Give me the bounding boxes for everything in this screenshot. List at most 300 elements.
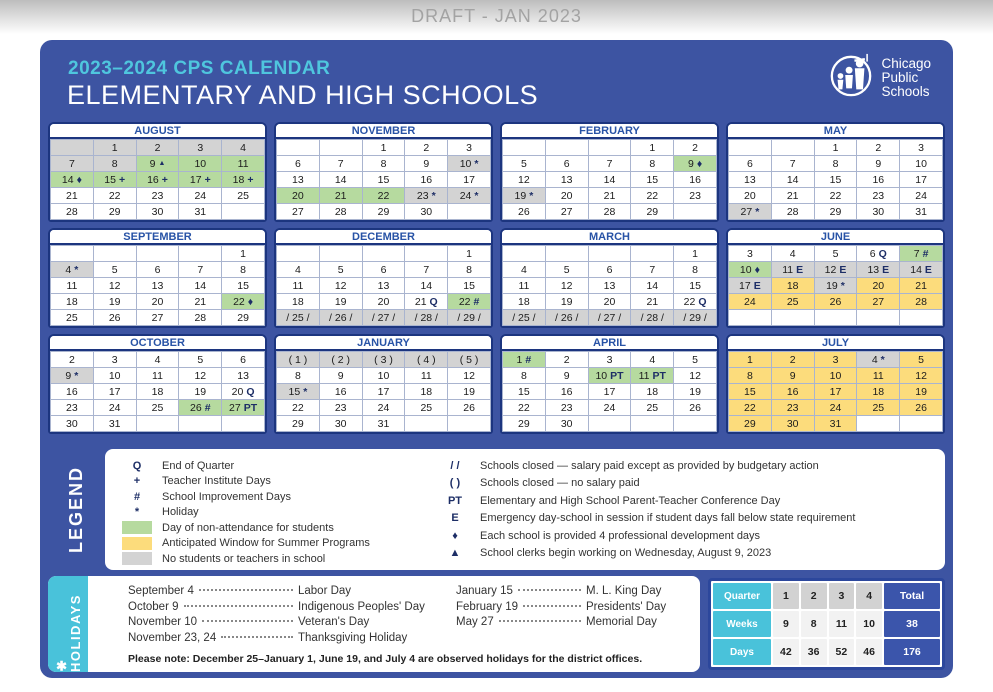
day-number: 14 — [786, 173, 799, 186]
day-cell — [857, 172, 900, 188]
day-cell — [771, 400, 814, 416]
day-number: 23 — [66, 401, 78, 414]
day-number: 10 — [829, 369, 842, 382]
week-row — [503, 246, 717, 262]
day-number: 29 — [744, 417, 756, 430]
week-row — [503, 172, 717, 188]
day-cell — [51, 310, 94, 326]
day-cell — [222, 310, 265, 326]
day-number: / 27 / — [597, 311, 622, 324]
day-cell — [51, 140, 94, 156]
day-cell — [448, 262, 491, 278]
day-symbol: Q — [878, 247, 887, 260]
day-cell — [179, 172, 222, 188]
week-row — [503, 352, 717, 368]
day-number: / 26 / — [555, 311, 579, 324]
week-row — [729, 352, 943, 368]
week-row — [729, 294, 943, 310]
day-symbol: ♦ — [247, 295, 254, 308]
quarter-header-cell: Quarter — [713, 583, 771, 609]
day-number: 22 — [646, 189, 659, 202]
day-number: 11 — [237, 157, 249, 170]
day-cell — [222, 416, 265, 432]
legend-text: Emergency day-school in session if student days fall below state requirement — [480, 512, 856, 525]
day-number: 28 — [334, 205, 347, 218]
day-cell — [93, 140, 136, 156]
day-cell — [222, 188, 265, 204]
day-number: 5 — [918, 353, 925, 366]
day-number: 8 — [520, 369, 527, 382]
day-number: 20 — [560, 189, 573, 202]
day-number: 5 — [197, 353, 204, 366]
day-number: 6 — [154, 263, 161, 276]
month-day-grid — [50, 245, 265, 326]
day-cell — [405, 400, 448, 416]
day-symbol: Q — [429, 295, 438, 308]
day-cell — [857, 368, 900, 384]
day-cell — [179, 352, 222, 368]
day-cell — [771, 310, 814, 326]
day-cell — [362, 400, 405, 416]
day-number: 8 — [466, 263, 473, 276]
day-cell — [179, 246, 222, 262]
holiday-name: Veteran's Day — [298, 616, 370, 628]
day-cell — [729, 310, 772, 326]
day-number: 23 — [689, 189, 701, 202]
day-cell — [277, 368, 320, 384]
day-cell — [857, 188, 900, 204]
day-number: 2 — [875, 141, 882, 154]
day-cell — [93, 246, 136, 262]
day-cell — [729, 278, 772, 294]
day-cell — [136, 416, 179, 432]
day-cell — [545, 246, 588, 262]
day-cell — [503, 368, 546, 384]
day-cell — [857, 204, 900, 220]
week-row — [51, 172, 265, 188]
day-number: 4 — [520, 263, 527, 276]
gray-swatch — [122, 552, 152, 565]
day-number: 3 — [197, 141, 204, 154]
week-row — [503, 204, 717, 220]
day-cell — [545, 416, 588, 432]
day-number: 7 — [337, 157, 344, 170]
day-number: 26 — [689, 401, 701, 414]
day-number: 12 — [824, 263, 837, 276]
day-number: 6 — [746, 157, 753, 170]
day-cell — [319, 294, 362, 310]
day-cell — [277, 140, 320, 156]
day-number: 22 — [744, 401, 756, 414]
quarter-value-cell: 46 — [856, 639, 882, 665]
day-number: 19 — [334, 295, 347, 308]
day-number: 18 — [66, 295, 78, 308]
day-number: 22 — [108, 189, 121, 202]
day-number: 30 — [151, 205, 164, 218]
quarter-value-cell: 36 — [801, 639, 827, 665]
day-number: 17 — [377, 385, 390, 398]
day-cell — [179, 368, 222, 384]
week-row — [277, 172, 491, 188]
week-row — [729, 188, 943, 204]
star-icon: ✱ — [53, 655, 68, 672]
day-cell — [631, 294, 674, 310]
holidays-note: Please note: December 25–January 1, June 19, and July 4 are observed holidays for the district offices. — [128, 653, 643, 665]
day-cell — [93, 368, 136, 384]
day-number: 21 — [915, 279, 927, 292]
day-number: 27 — [229, 401, 241, 414]
day-number: 8 — [294, 369, 301, 382]
day-cell — [729, 140, 772, 156]
day-cell — [179, 204, 222, 220]
day-cell — [405, 310, 448, 326]
month-march — [500, 228, 719, 328]
day-number: 17 — [108, 385, 121, 398]
day-cell — [319, 188, 362, 204]
day-cell — [222, 278, 265, 294]
day-symbol: ♦ — [76, 173, 82, 186]
day-symbol: * — [474, 157, 479, 170]
day-number: 22 — [233, 295, 245, 308]
day-cell — [362, 278, 405, 294]
day-number: 28 — [603, 205, 616, 218]
day-cell — [277, 310, 320, 326]
day-number: 16 — [147, 173, 159, 186]
legend-text: School clerks begin working on Wednesday, August 9, 2023 — [480, 547, 772, 560]
legend-item — [437, 476, 945, 492]
day-cell — [319, 204, 362, 220]
day-number: 17 — [463, 173, 475, 186]
day-number: 9 — [789, 369, 796, 382]
day-cell — [588, 294, 631, 310]
day-number: ( 4 ) — [416, 353, 436, 366]
day-cell — [545, 156, 588, 172]
legend-item — [437, 458, 945, 474]
week-row — [51, 246, 265, 262]
week-row — [729, 156, 943, 172]
day-number: 11 — [420, 369, 432, 382]
day-cell — [448, 352, 491, 368]
week-row — [277, 204, 491, 220]
day-number: / 28 / — [414, 311, 438, 324]
day-number: 20 — [872, 279, 885, 292]
day-number: 25 — [66, 311, 78, 324]
day-number: 26 — [915, 401, 927, 414]
day-number: 14 — [334, 173, 347, 186]
day-number: 28 — [786, 205, 799, 218]
week-row — [503, 400, 717, 416]
day-cell — [93, 204, 136, 220]
day-number: 19 — [108, 295, 121, 308]
day-cell — [51, 262, 94, 278]
day-cell — [405, 416, 448, 432]
day-symbol: # — [204, 401, 211, 414]
day-number: 24 — [194, 189, 207, 202]
day-symbol: + — [204, 173, 211, 186]
months-grid — [48, 122, 945, 434]
week-row — [51, 352, 265, 368]
legend-item — [119, 474, 437, 490]
legend-symbol: + — [133, 475, 141, 488]
day-cell — [222, 246, 265, 262]
day-cell — [900, 400, 943, 416]
day-cell — [277, 156, 320, 172]
holiday-date: October 9 — [128, 600, 179, 613]
day-number: 29 — [237, 311, 249, 324]
day-number: 24 — [377, 401, 390, 414]
day-cell — [362, 246, 405, 262]
day-number: 5 — [692, 353, 699, 366]
day-cell — [545, 278, 588, 294]
holiday-name: Presidents' Day — [586, 600, 667, 613]
day-cell — [900, 262, 943, 278]
quarter-value-cell: 52 — [829, 639, 855, 665]
day-number: 9 — [563, 369, 570, 382]
day-cell — [631, 188, 674, 204]
day-cell — [588, 246, 631, 262]
day-number: 30 — [420, 205, 433, 218]
day-number: 18 — [292, 295, 304, 308]
day-number: / 25 / — [286, 311, 310, 324]
day-cell — [503, 140, 546, 156]
holidays-title-text: HOLIDAYS — [68, 594, 83, 672]
day-number: 20 — [603, 295, 616, 308]
week-row — [51, 294, 265, 310]
day-number: 3 — [606, 353, 613, 366]
legend-text: No students or teachers in school — [162, 552, 326, 565]
day-number: 23 — [560, 401, 573, 414]
legend-item — [437, 493, 945, 509]
day-cell — [631, 416, 674, 432]
day-number: / 29 / — [457, 311, 481, 324]
day-cell — [729, 172, 772, 188]
legend-text: Teacher Institute Days — [162, 475, 271, 488]
week-row — [51, 278, 265, 294]
day-number: 8 — [111, 157, 118, 170]
quarter-total-cell: 38 — [884, 611, 940, 637]
day-cell — [319, 140, 362, 156]
day-symbol: * — [74, 263, 79, 276]
day-cell — [51, 188, 94, 204]
day-number: 6 — [294, 157, 301, 170]
calendar-subtitle: ELEMENTARY AND HIGH SCHOOLS — [67, 80, 539, 110]
day-cell — [405, 294, 448, 310]
day-number: / 26 / — [329, 311, 353, 324]
day-cell — [674, 310, 717, 326]
day-number: 11 — [638, 369, 650, 382]
day-number: 6 — [563, 157, 570, 170]
day-number: 10 — [194, 157, 207, 170]
day-cell — [588, 310, 631, 326]
day-cell — [814, 262, 857, 278]
day-cell — [588, 416, 631, 432]
day-number: 8 — [240, 263, 247, 276]
day-cell — [674, 246, 717, 262]
day-cell — [222, 140, 265, 156]
day-cell — [136, 278, 179, 294]
day-number: 3 — [918, 141, 925, 154]
day-number: 26 — [108, 311, 121, 324]
week-row — [51, 156, 265, 172]
day-number: 2 — [789, 353, 796, 366]
day-cell — [503, 416, 546, 432]
day-number: 13 — [867, 263, 880, 276]
day-number: 29 — [377, 205, 390, 218]
week-row — [503, 416, 717, 432]
quarter-value-cell: 9 — [773, 611, 799, 637]
day-number: 15 — [237, 279, 249, 292]
day-number: 27 — [740, 205, 753, 218]
day-number: 2 — [68, 353, 75, 366]
day-cell — [179, 188, 222, 204]
day-cell — [729, 416, 772, 432]
day-cell — [857, 262, 900, 278]
day-number: 1 — [466, 247, 473, 260]
day-cell — [771, 384, 814, 400]
day-cell — [51, 400, 94, 416]
week-row — [729, 172, 943, 188]
day-cell — [857, 246, 900, 262]
day-cell — [588, 188, 631, 204]
day-cell — [277, 294, 320, 310]
day-cell — [51, 416, 94, 432]
month-title: APRIL — [502, 336, 717, 351]
day-cell — [814, 278, 857, 294]
day-number: 29 — [518, 417, 530, 430]
day-number: 3 — [746, 247, 753, 260]
legend-section — [48, 449, 945, 570]
month-day-grid — [728, 139, 943, 220]
day-cell — [448, 204, 491, 220]
holiday-name: Labor Day — [298, 585, 352, 597]
day-cell — [814, 172, 857, 188]
day-number: 8 — [832, 157, 839, 170]
day-number: 29 — [829, 205, 842, 218]
week-row — [503, 310, 717, 326]
day-cell — [729, 368, 772, 384]
day-number: 23 — [786, 401, 799, 414]
legend-swatch-cell — [119, 521, 155, 534]
yellow-swatch — [122, 537, 152, 550]
week-row — [729, 384, 943, 400]
day-cell — [900, 368, 943, 384]
quarter-header-cell: Total — [884, 583, 940, 609]
day-number: 1 — [649, 141, 656, 154]
day-cell — [51, 204, 94, 220]
quarter-header-cell: 2 — [801, 583, 827, 609]
quarter-header-cell: 3 — [829, 583, 855, 609]
day-number: 12 — [108, 279, 121, 292]
day-number: 14 — [194, 279, 207, 292]
day-number: 13 — [560, 173, 573, 186]
day-number: 27 — [151, 311, 164, 324]
holiday-row — [128, 585, 446, 601]
day-number: 13 — [377, 279, 390, 292]
day-number: 3 — [832, 353, 839, 366]
day-number: 24 — [915, 189, 927, 202]
draft-watermark: DRAFT - JAN 2023 — [411, 6, 582, 26]
day-number: 16 — [420, 173, 433, 186]
week-row — [729, 400, 943, 416]
month-title: JANUARY — [276, 336, 491, 351]
day-cell — [136, 156, 179, 172]
day-cell — [51, 294, 94, 310]
day-number: 7 — [197, 263, 204, 276]
day-number: 18 — [646, 385, 659, 398]
day-number: 8 — [746, 369, 753, 382]
legend-symbol: ▲ — [449, 547, 461, 560]
day-cell — [405, 140, 448, 156]
day-cell — [771, 416, 814, 432]
day-number: 31 — [915, 205, 927, 218]
day-number: ( 1 ) — [288, 353, 308, 366]
day-cell — [51, 246, 94, 262]
day-number: 12 — [915, 369, 927, 382]
day-cell — [405, 352, 448, 368]
quarter-row-label: Weeks — [713, 611, 771, 637]
week-row — [503, 262, 717, 278]
day-number: 11 — [152, 369, 163, 382]
day-cell — [136, 262, 179, 278]
day-cell — [857, 278, 900, 294]
quarter-value-cell: 8 — [801, 611, 827, 637]
month-title: MARCH — [502, 230, 717, 245]
day-number: 12 — [689, 369, 701, 382]
day-cell — [588, 278, 631, 294]
day-number: 10 — [739, 263, 752, 276]
day-number: 20 — [231, 385, 244, 398]
logo-line: Public — [881, 69, 919, 85]
month-november — [274, 122, 493, 222]
day-cell — [362, 416, 405, 432]
day-cell — [93, 278, 136, 294]
day-cell — [222, 172, 265, 188]
quarter-row-label: Days — [713, 639, 771, 665]
day-number: 18 — [420, 385, 433, 398]
day-cell — [222, 262, 265, 278]
day-symbol: + — [161, 173, 168, 186]
day-number: 22 — [458, 295, 471, 308]
day-cell — [674, 384, 717, 400]
day-cell — [51, 278, 94, 294]
day-cell — [674, 278, 717, 294]
month-title: MAY — [728, 124, 943, 139]
week-row — [503, 156, 717, 172]
day-cell — [857, 294, 900, 310]
day-symbol: * — [840, 279, 845, 292]
legend-item — [119, 505, 437, 521]
day-cell — [405, 384, 448, 400]
day-cell — [729, 204, 772, 220]
day-cell — [222, 204, 265, 220]
day-number: 11 — [292, 279, 304, 292]
day-number: 5 — [563, 263, 570, 276]
day-symbol: * — [74, 369, 79, 382]
week-row — [277, 262, 491, 278]
holiday-date: November 23, 24 — [128, 631, 217, 644]
day-number: / 25 / — [512, 311, 536, 324]
day-cell — [674, 204, 717, 220]
day-number: 4 — [240, 141, 247, 154]
legend-body — [105, 449, 945, 570]
week-row — [503, 294, 717, 310]
day-cell — [900, 278, 943, 294]
day-cell — [277, 416, 320, 432]
day-cell — [900, 310, 943, 326]
day-number: 19 — [689, 385, 701, 398]
day-cell — [448, 246, 491, 262]
day-number: 7 — [423, 263, 430, 276]
